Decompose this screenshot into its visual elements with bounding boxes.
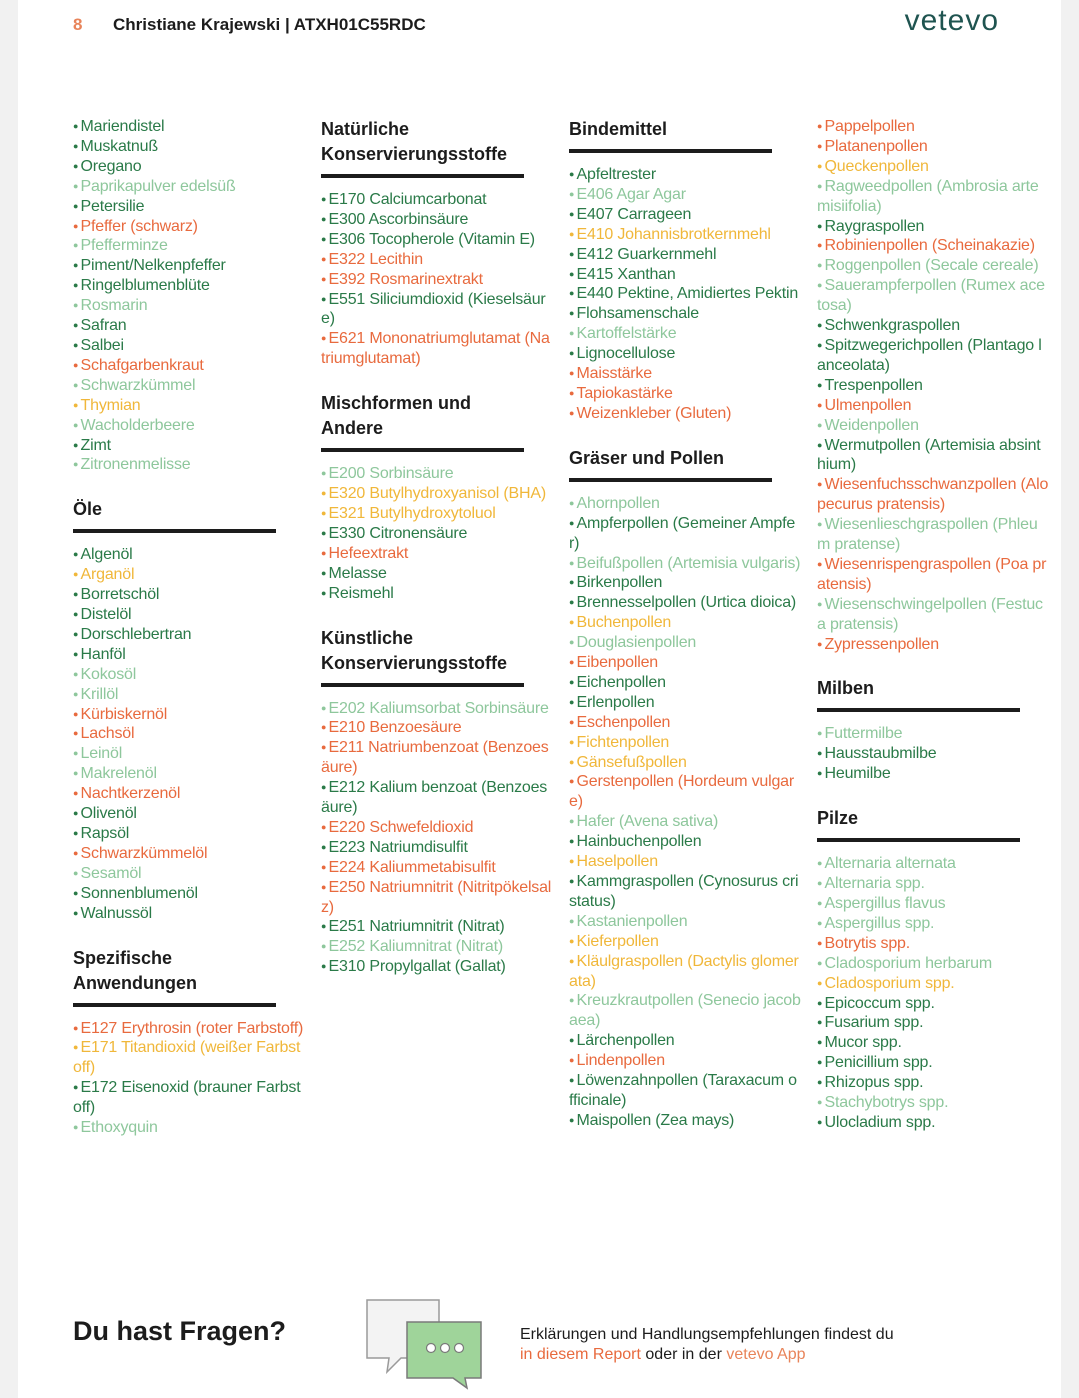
list-item: ● Eichenpollen [569, 673, 801, 693]
section [569, 117, 801, 424]
app-link[interactable]: vetevo App [726, 1346, 806, 1363]
list-item: ● E172 Eisenoxid (brauner Farbstoff) [73, 1078, 305, 1118]
footer-question: Du hast Fragen? [73, 1316, 287, 1346]
list-item: ● Sesamöl [73, 864, 305, 884]
list-item: ● E171 Titandioxid (weißer Farbstoff) [73, 1038, 305, 1078]
footer-line-1: Erklärungen und Handlungsempfehlungen findest du [520, 1326, 894, 1343]
list-item: ● Kreuzkrautpollen (Senecio jacobaea) [569, 991, 801, 1031]
list-item: ● Melasse [321, 564, 553, 584]
ingredient-list [817, 854, 1049, 1133]
ingredient-list [321, 464, 553, 603]
column-1 [73, 117, 305, 1160]
list-item: ● Arganöl [73, 565, 305, 585]
list-item: ● Paprikapulver edelsüß [73, 177, 305, 197]
ingredient-list [73, 1019, 305, 1138]
list-item: ● Epicoccum spp. [817, 994, 1049, 1014]
section-title: Gräser und Pollen [569, 446, 772, 482]
list-item: ● Nachtkerzenöl [73, 784, 305, 804]
section [817, 676, 1049, 784]
list-item: ● Leinöl [73, 744, 305, 764]
list-item: ● Lindenpollen [569, 1051, 801, 1071]
list-item: ● E410 Johannisbrotkernmehl [569, 225, 801, 245]
list-item: ● E200 Sorbinsäure [321, 464, 553, 484]
list-item: ● E406 Agar Agar [569, 185, 801, 205]
list-item: ● Botrytis spp. [817, 934, 1049, 954]
list-item: ● Ragweedpollen (Ambrosia artemisiifolia) [817, 177, 1049, 217]
header-title: Christiane Krajewski | ATXH01C55RDC [113, 15, 426, 34]
list-item: ● Zitronenmelisse [73, 455, 305, 475]
list-item: ● Wermutpollen (Artemisia absinthium) [817, 436, 1049, 476]
list-item: ● Salbei [73, 336, 305, 356]
section [321, 117, 553, 369]
list-item: ● Hafer (Avena sativa) [569, 812, 801, 832]
list-item: ● Rhizopus spp. [817, 1073, 1049, 1093]
list-item: ● Algenöl [73, 545, 305, 565]
list-item: ● E551 Siliciumdioxid (Kieselsäure) [321, 290, 553, 330]
list-item: ● E250 Natriumnitrit (Nitritpökelsalz) [321, 878, 553, 918]
list-item: ● Piment/Nelkenpfeffer [73, 256, 305, 276]
list-item: ● Sonnenblumenöl [73, 884, 305, 904]
list-item: ● E415 Xanthan [569, 265, 801, 285]
section-title: Pilze [817, 806, 1020, 842]
list-item: ● Robinienpollen (Scheinakazie) [817, 236, 1049, 256]
list-item: ● Flohsamenschale [569, 304, 801, 324]
list-item: ● Dorschlebertran [73, 625, 305, 645]
list-item: ● E440 Pektine, Amidiertes Pektin [569, 284, 801, 304]
section [73, 946, 305, 1138]
list-item: ● Apfeltrester [569, 165, 801, 185]
list-item: ● Hainbuchenpollen [569, 832, 801, 852]
list-item: ● Schwarzkümmel [73, 376, 305, 396]
list-item: ● Kläulgraspollen (Dactylis glomerata) [569, 952, 801, 992]
list-item: ● Oregano [73, 157, 305, 177]
list-item: ● Trespenpollen [817, 376, 1049, 396]
list-item: ● Lachsöl [73, 724, 305, 744]
chat-bubbles-icon [365, 1298, 485, 1390]
section-title: Milben [817, 676, 1020, 712]
list-item: ● E330 Citronensäure [321, 524, 553, 544]
list-item: ● Lignocellulose [569, 344, 801, 364]
list-item: ● Heumilbe [817, 764, 1049, 784]
list-item: ● Ahornpollen [569, 494, 801, 514]
list-item: ● E224 Kaliummetabisulfit [321, 858, 553, 878]
list-item: ● Rosmarin [73, 296, 305, 316]
list-item: ● Reismehl [321, 584, 553, 604]
list-item: ● E211 Natriumbenzoat (Benzoesäure) [321, 738, 553, 778]
list-item: ● Spitzwegerichpollen (Plantago lanceolata) [817, 336, 1049, 376]
ingredient-list [321, 190, 553, 369]
footer-mid-text: oder in der [640, 1346, 727, 1363]
list-item: ● Birkenpollen [569, 573, 801, 593]
list-item: ● Schafgarbenkraut [73, 356, 305, 376]
section-title: Künstliche Konservierungsstoffe [321, 626, 524, 687]
column-3 [569, 117, 801, 1153]
list-item: ● Kartoffelstärke [569, 324, 801, 344]
list-item: ● Pfefferminze [73, 236, 305, 256]
list-item: ● Aspergillus spp. [817, 914, 1049, 934]
list-item: ● Maisstärke [569, 364, 801, 384]
list-item: ● Maispollen (Zea mays) [569, 1111, 801, 1131]
column-4 [817, 117, 1049, 1155]
footer-line-2 [520, 1345, 894, 1365]
list-item: ● Roggenpollen (Secale cereale) [817, 256, 1049, 276]
section [73, 497, 305, 923]
ingredient-list [817, 117, 1049, 654]
list-item: ● Wiesenlieschgraspollen (Phleum pratense) [817, 515, 1049, 555]
list-item: ● Distelöl [73, 605, 305, 625]
list-item: ● E407 Carrageen [569, 205, 801, 225]
list-item: ● Brennesselpollen (Urtica dioica) [569, 593, 801, 613]
list-item: ● Wacholderbeere [73, 416, 305, 436]
list-item: ● Kieferpollen [569, 932, 801, 952]
list-item: ● Beifußpollen (Artemisia vulgaris) [569, 554, 801, 574]
list-item: ● E320 Butylhydroxyanisol (BHA) [321, 484, 553, 504]
list-item: ● E251 Natriumnitrit (Nitrat) [321, 917, 553, 937]
page-number: 8 [73, 15, 83, 34]
list-item: ● Hefeextrakt [321, 544, 553, 564]
list-item: ● Ringelblumenblüte [73, 276, 305, 296]
list-item: ● Aspergillus flavus [817, 894, 1049, 914]
list-item: ● E127 Erythrosin (roter Farbstoff) [73, 1019, 305, 1039]
list-item: ● Queckenpollen [817, 157, 1049, 177]
section [569, 446, 801, 1131]
list-item: ● Thymian [73, 396, 305, 416]
list-item: ● Löwenzahnpollen (Taraxacum officinale) [569, 1071, 801, 1111]
list-item: ● E220 Schwefeldioxid [321, 818, 553, 838]
list-item: ● Kürbiskernöl [73, 705, 305, 725]
list-item: ● Rapsöl [73, 824, 305, 844]
section-title: Mischformen und Andere [321, 391, 524, 452]
list-item: ● Makrelenöl [73, 764, 305, 784]
list-item: ● Stachybotrys spp. [817, 1093, 1049, 1113]
list-item: ● Weidenpollen [817, 416, 1049, 436]
list-item: ● Gänsefußpollen [569, 753, 801, 773]
list-item: ● Platanenpollen [817, 137, 1049, 157]
list-item: ● E412 Guarkernmehl [569, 245, 801, 265]
footer-text [520, 1325, 894, 1365]
list-item: ● Kokosöl [73, 665, 305, 685]
list-item: ● Fusarium spp. [817, 1013, 1049, 1033]
list-item: ● Erlenpollen [569, 693, 801, 713]
list-item: ● Zimt [73, 436, 305, 456]
list-item: ● Kastanienpollen [569, 912, 801, 932]
list-item: ● Walnussöl [73, 904, 305, 924]
list-item: ● Eibenpollen [569, 653, 801, 673]
list-item: ● Zypressenpollen [817, 635, 1049, 655]
ingredient-list [569, 494, 801, 1131]
section-title: Bindemittel [569, 117, 772, 153]
ingredient-list [569, 165, 801, 424]
list-item: ● Ulmenpollen [817, 396, 1049, 416]
list-item: ● Lärchenpollen [569, 1031, 801, 1051]
list-item: ● Sauerampferpollen (Rumex acetosa) [817, 276, 1049, 316]
list-item: ● Hausstaubmilbe [817, 744, 1049, 764]
section-title: Spezifische Anwendungen [73, 946, 276, 1007]
column-2 [321, 117, 553, 999]
list-item: ● Haselpollen [569, 852, 801, 872]
list-item: ● Penicillium spp. [817, 1053, 1049, 1073]
list-item: ● Petersilie [73, 197, 305, 217]
list-item: ● Weizenkleber (Gluten) [569, 404, 801, 424]
ingredient-list [321, 699, 553, 978]
list-item: ● Pappelpollen [817, 117, 1049, 137]
list-item: ● Wiesenfuchsschwanzpollen (Alopecurus pratensis) [817, 475, 1049, 515]
list-item: ● E306 Tocopherole (Vitamin E) [321, 230, 553, 250]
report-link[interactable]: in diesem Report [520, 1346, 641, 1363]
list-item: ● E300 Ascorbinsäure [321, 210, 553, 230]
list-item: ● Gerstenpollen (Hordeum vulgare) [569, 772, 801, 812]
list-item: ● E321 Butylhydroxytoluol [321, 504, 553, 524]
section [73, 117, 305, 475]
list-item: ● E212 Kalium benzoat (Benzoesäure) [321, 778, 553, 818]
list-item: ● E202 Kaliumsorbat Sorbinsäure [321, 699, 553, 719]
list-item: ● Wiesenschwingelpollen (Festuca pratensis) [817, 595, 1049, 635]
list-item: ● Olivenöl [73, 804, 305, 824]
section [817, 117, 1049, 654]
list-item: ● Mucor spp. [817, 1033, 1049, 1053]
list-item: ● Schwenkgraspollen [817, 316, 1049, 336]
ingredient-list [73, 545, 305, 923]
vetevo-logo: vetevo [904, 4, 999, 37]
section-title: Öle [73, 497, 276, 533]
list-item: ● E170 Calciumcarbonat [321, 190, 553, 210]
list-item: ● Ulocladium spp. [817, 1113, 1049, 1133]
list-item: ● Muskatnuß [73, 137, 305, 157]
list-item: ● E210 Benzoesäure [321, 718, 553, 738]
list-item: ● Alternaria alternata [817, 854, 1049, 874]
page-header [18, 0, 1061, 60]
list-item: ● Douglasienpollen [569, 633, 801, 653]
list-item: ● Hanföl [73, 645, 305, 665]
list-item: ● Wiesenrispengraspollen (Poa pratensis) [817, 555, 1049, 595]
list-item: ● Alternaria spp. [817, 874, 1049, 894]
report-page [18, 0, 1061, 1398]
list-item: ● Kammgraspollen (Cynosurus cristatus) [569, 872, 801, 912]
list-item: ● E310 Propylgallat (Gallat) [321, 957, 553, 977]
list-item: ● Raygraspollen [817, 217, 1049, 237]
list-item: ● E252 Kaliumnitrat (Nitrat) [321, 937, 553, 957]
list-item: ● Cladosporium herbarum [817, 954, 1049, 974]
list-item: ● Mariendistel [73, 117, 305, 137]
list-item: ● Krillöl [73, 685, 305, 705]
list-item: ● Ampferpollen (Gemeiner Ampfer) [569, 514, 801, 554]
list-item: ● Tapiokastärke [569, 384, 801, 404]
list-item: ● Fichtenpollen [569, 733, 801, 753]
section-title: Natürliche Konservierungsstoffe [321, 117, 524, 178]
list-item: ● E392 Rosmarinextrakt [321, 270, 553, 290]
list-item: ● Ethoxyquin [73, 1118, 305, 1138]
list-item: ● Cladosporium spp. [817, 974, 1049, 994]
list-item: ● Borretschöl [73, 585, 305, 605]
list-item: ● E621 Mononatriumglutamat (Natriumglutamat) [321, 329, 553, 369]
list-item: ● E322 Lecithin [321, 250, 553, 270]
list-item: ● Safran [73, 316, 305, 336]
list-item: ● Pfeffer (schwarz) [73, 217, 305, 237]
section [321, 626, 553, 978]
list-item: ● E223 Natriumdisulfit [321, 838, 553, 858]
ingredient-list [817, 724, 1049, 784]
list-item: ● Eschenpollen [569, 713, 801, 733]
list-item: ● Buchenpollen [569, 613, 801, 633]
list-item: ● Schwarzkümmelöl [73, 844, 305, 864]
ingredient-list [73, 117, 305, 475]
section [817, 806, 1049, 1133]
list-item: ● Futtermilbe [817, 724, 1049, 744]
section [321, 391, 553, 603]
